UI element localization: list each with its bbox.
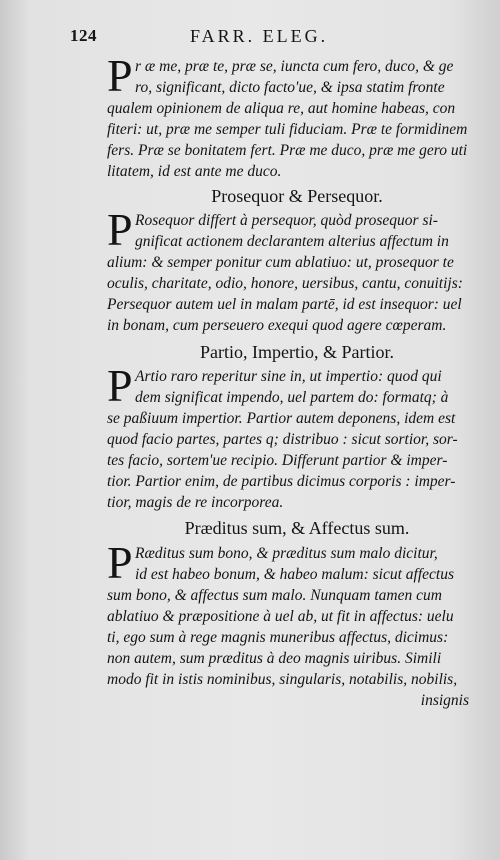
text-line: r æ me, præ te, præ se, iuncta cum fero, duco, & ge (135, 58, 454, 75)
section-heading: Prosequor & Persequor. (211, 186, 383, 206)
text-line: se paßiuum impertior. Partior autem deponens, idem est (107, 410, 456, 427)
running-head: FARR. ELEG. (190, 26, 329, 46)
paragraph (107, 50, 487, 182)
text-line: ro, significant, dicto facto'ue, & ipsa statim fronte (135, 79, 445, 96)
paragraph (107, 360, 487, 513)
text-line: quod facio partes, partes q; distribuo : sicut sortior, sor- (107, 431, 458, 448)
text-line: in bonam, cum perseuero exequi quod agere cœperam. (107, 317, 447, 334)
drop-cap: P (107, 204, 133, 255)
text-line: fers. Præ se bonitatem fert. Præ me duco, præ me gero uti (107, 142, 468, 159)
page-number: 124 (70, 26, 97, 45)
text-line: tior. Partior enim, de partibus dicimus corporis : imper- (107, 473, 456, 490)
section-heading: Præditus sum, & Affectus sum. (184, 518, 410, 538)
drop-cap: P (107, 537, 133, 588)
text-line: id est habeo bonum, & habeo malum: sicut affectus (135, 566, 454, 583)
text-line: litatem, id est ante me duco. (107, 163, 282, 180)
paragraph (107, 204, 487, 336)
text-line: ti, ego sum à rege magnis muneribus affectus, dicimus: (107, 629, 449, 646)
text-line: Ræditus sum bono, & præditus sum malo dicitur, (135, 545, 438, 562)
text-line: alium: & semper ponitur cum ablatiuo: ut, prosequor te (107, 254, 454, 271)
text-line: gnificat actionem declarantem alterius affectum in (135, 233, 449, 250)
section-heading: Partio, Impertio, & Partior. (200, 342, 394, 362)
catchword: insignis (420, 692, 469, 709)
paragraph (107, 537, 487, 711)
text-line: qualem opinionem de aliqua re, aut homine habeas, con (107, 100, 456, 117)
text-line: dem significat impendo, uel partem do: formatq; à (135, 389, 449, 406)
text-line: ablatiuo & præpositione à uel ab, ut fit in affectus: uelu (107, 608, 454, 625)
drop-cap: P (107, 360, 133, 411)
text-line: sum bono, & affectus sum malo. Nunquam tamen cum (107, 587, 442, 604)
text-line: fiteri: ut, præ me semper tuli fiduciam. Præ te formidinem (107, 121, 468, 138)
text-line: Rosequor differt à persequor, quòd prosequor si- (135, 212, 438, 229)
text-line: tior, magis de re incorporea. (107, 494, 284, 511)
text-line: modo fit in istis nominibus, singularis, notabilis, nobilis, (107, 671, 458, 688)
drop-cap: P (107, 50, 133, 101)
text-line: Artio raro reperitur sine in, ut impertio: quod qui (135, 368, 442, 385)
text-line: non autem, sum præditus à deo magnis uiribus. Simili (107, 650, 442, 667)
text-line: oculis, charitate, odio, honore, uersibus, cantu, conuitijs: (107, 275, 463, 292)
text-line: Persequor autem uel in malam partē, id est insequor: uel (107, 296, 462, 313)
text-line: tes facio, sortem'ue recipio. Differunt partior & imper- (107, 452, 448, 469)
